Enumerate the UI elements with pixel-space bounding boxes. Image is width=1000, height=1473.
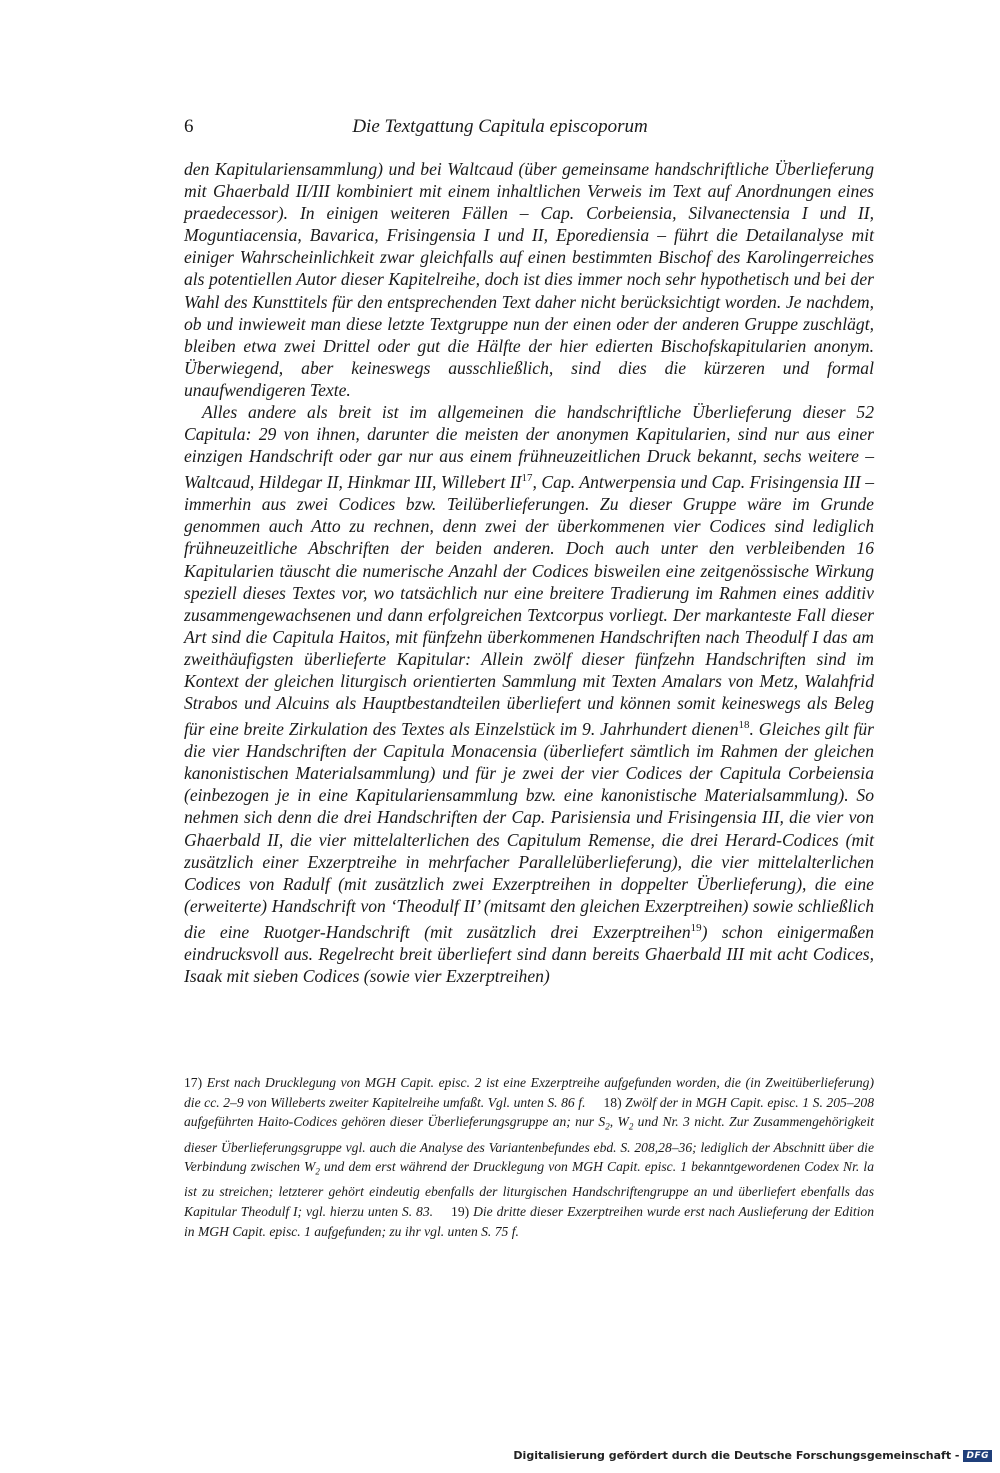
footnote-18-sub-2: 2 — [628, 1121, 634, 1132]
digitization-credit — [513, 1449, 992, 1462]
footnote-18-sub-3: 2 — [315, 1166, 320, 1177]
footnote-17-text: Erst nach Drucklegung von MGH Capit. episc. 2 ist eine Exzerptreihe aufgefunden worden, die (in Zweitüberlieferung) die cc. 2–9 von Willeberts zweiter Kapitelreihe umfaßt. Vgl. unten S. 86 f. — [184, 1075, 874, 1110]
paragraph-2-part-b: , Cap. Antwerpensia und Cap. Frisingensia III – immerhin aus zwei Codices bzw. Teilüberlieferungen. Zu dieser Gruppe wäre im Grunde genommen auch Atto zu rechnen, denn zwei der überkommenen vier Codices sind lediglich frühneuzeitliche Abschriften der beiden anderen. Doch auch unter den verbleibenden 16 Kapitularien täuscht die numerische Anzahl der Codices bisweilen eine zeitgenössische Wirkung speziell dieses Textes vor, wo tatsächlich nur eine breitere Tradierung im Rahmen eines additiv zusammengewachsenen und dann erfolgreichen Textcorpus vorliegt. Der markanteste Fall dieser Art sind die Capitula Haitos, mit fünfzehn überkommenen Handschriften nach Theodulf I das am zweithäufigsten überlieferte Kapitular: Allein zwölf dieser fünfzehn Handschriften sind im Kontext der gleichen liturgisch orientierten Sammlung mit Texten Amalars von Metz, Walahfrid Strabos und Alcuins als Hauptbestandteilen überliefert und können somit keineswegs als Beleg für eine breite Zirkulation des Textes als Einzelstück im 9. Jahrhundert dienen — [184, 472, 874, 740]
footnote-18-number: 18) — [603, 1094, 622, 1110]
credit-text: Digitalisierung gefördert durch die Deutsche Forschungsgemeinschaft - — [513, 1449, 960, 1462]
footnote-18-part-a: Zwölf der in MGH Capit. episc. 1 S. 205–208 aufgeführten Haito-Codices gehören dieser Überlieferungsgruppe an; nur S — [184, 1094, 874, 1130]
footnote-ref-17: 17 — [521, 472, 533, 485]
footnote-18-sub-1: 2 — [605, 1121, 610, 1132]
footnote-18-part-d: und dem erst während der Drucklegung von MGH Capit. episc. 1 bekanntgewordenen Codex Nr. la ist zu streichen; letzterer gehört eindeutig ebenfalls der liturgischen Handschriftengruppe an und überliefert ebenfalls das Kapitular Theodulf I; vgl. hierzu unten S. 83. — [184, 1159, 874, 1219]
main-text — [184, 158, 874, 987]
footnote-18-part-b: , W — [609, 1114, 629, 1130]
footnote-19-number: 19) — [451, 1204, 470, 1219]
footnote-ref-19: 19 — [690, 921, 702, 934]
running-title: Die Textgattung Capitula episcoporum — [352, 116, 648, 137]
paragraph-2-part-c: . Gleiches gilt für die vier Handschriften der Capitula Monacensia (überliefert sämtlich im Rahmen der gleichen kanonistischen Materialsammlung) und für je zwei der vier Codices der Capitula Corbeiensia (einbezogen je in eine Kapitulariensammlung bzw. eine kanonistische Materialsammlung). So nehmen sich denn die drei Handschriften der Cap. Parisiensia und Frisingensia III, die vier von Ghaerbald II, die vier mittelalterlichen des Capitulum Remense, die drei Herard-Codices (mit zusätzlich einer Exzerptreihe in mehrfacher Parallelüberlieferung), die vier mittelalterlichen Codices von Radulf (mit zusätzlich zwei Exzerptreihen in doppelter Überlieferung), die eine (erweiterte) Handschrift von ‘Theodulf II’ (mitsamt den gleichen Exzerptreihen) sowie schließlich die eine Ruotger-Handschrift (mit zusätzlich drei Exzerptreihen — [184, 719, 875, 942]
footnote-ref-18: 18 — [738, 719, 750, 732]
paragraph-2 — [184, 401, 874, 987]
footnote-17-number: 17) — [184, 1075, 203, 1090]
footnote-19-text: Die dritte dieser Exzerptreihen wurde erst nach Auslieferung der Edition in MGH Capit. episc. 1 aufgefunden; zu ihr vgl. unten S. 75 f. — [184, 1204, 874, 1239]
footnotes — [184, 1073, 874, 1241]
paragraph-1: den Kapitulariensammlung) und bei Waltcaud (über gemeinsame handschriftliche Überlieferung mit Ghaerbald II/III kombiniert mit einem inhaltlichen Verweis im Text auf Anordnungen eines praedecessor). In einigen weiteren Fällen – Cap. Corbeiensia, Silvanectensia I und II, Moguntiacensia, Bavarica, Frisingensia I und II, Eporediensia – führt die Detailanalyse mit einiger Wahrscheinlichkeit zwar gleichfalls auf einen bestimmten Bischof des Karolingerreiches als potentiellen Autor dieser Kapitelreihe, doch ist dies immer noch sehr hypothetisch und bei der Wahl des Kunsttitels für den entsprechenden Text daher nicht berücksichtigt worden. Je nachdem, ob und inwieweit man diese letzte Textgruppe nun der einen oder der anderen Gruppe zuschlägt, bleiben etwa zwei Drittel oder gut die Hälfte der hier edierten Bischofskapitularien anonym. Überwiegend, aber keineswegs ausschließlich, sind dies die kürzeren und formal unaufwendigeren Texte. — [184, 159, 874, 400]
footnote-18-text — [184, 1095, 874, 1219]
footnote-18 — [184, 1095, 874, 1219]
dfg-logo: DFG — [963, 1450, 992, 1462]
footnote-18-part-c: und Nr. 3 nicht. Zur Zusammengehörigkeit dieser Überlieferungsgruppe vgl. auch die Analyse des Variantenbefundes ebd. S. 208,28–36; lediglich der Abschnitt über die Verbindung zwischen W — [184, 1114, 874, 1175]
paragraph-2-part-d: ) schon einigermaßen eindrucksvoll aus. Regelrecht breit überliefert sind dann bereits Ghaerbald III mit acht Codices, Isaak mit sieben Codices (sowie vier Exzerptreihen) — [184, 921, 874, 986]
paragraph-2-part-a: Alles andere als breit ist im allgemeinen die handschriftliche Überlieferung dieser 52 Capitula: 29 von ihnen, darunter die meisten der anonymen Kapitularien, sind nur aus einer einzigen Handschrift oder gar nur aus einem frühneuzeitlichen Druck bekannt, sechs weitere – Waltcaud, Hildegar II, Hinkmar III, Willebert II — [184, 402, 874, 493]
page-number: 6 — [184, 116, 194, 137]
